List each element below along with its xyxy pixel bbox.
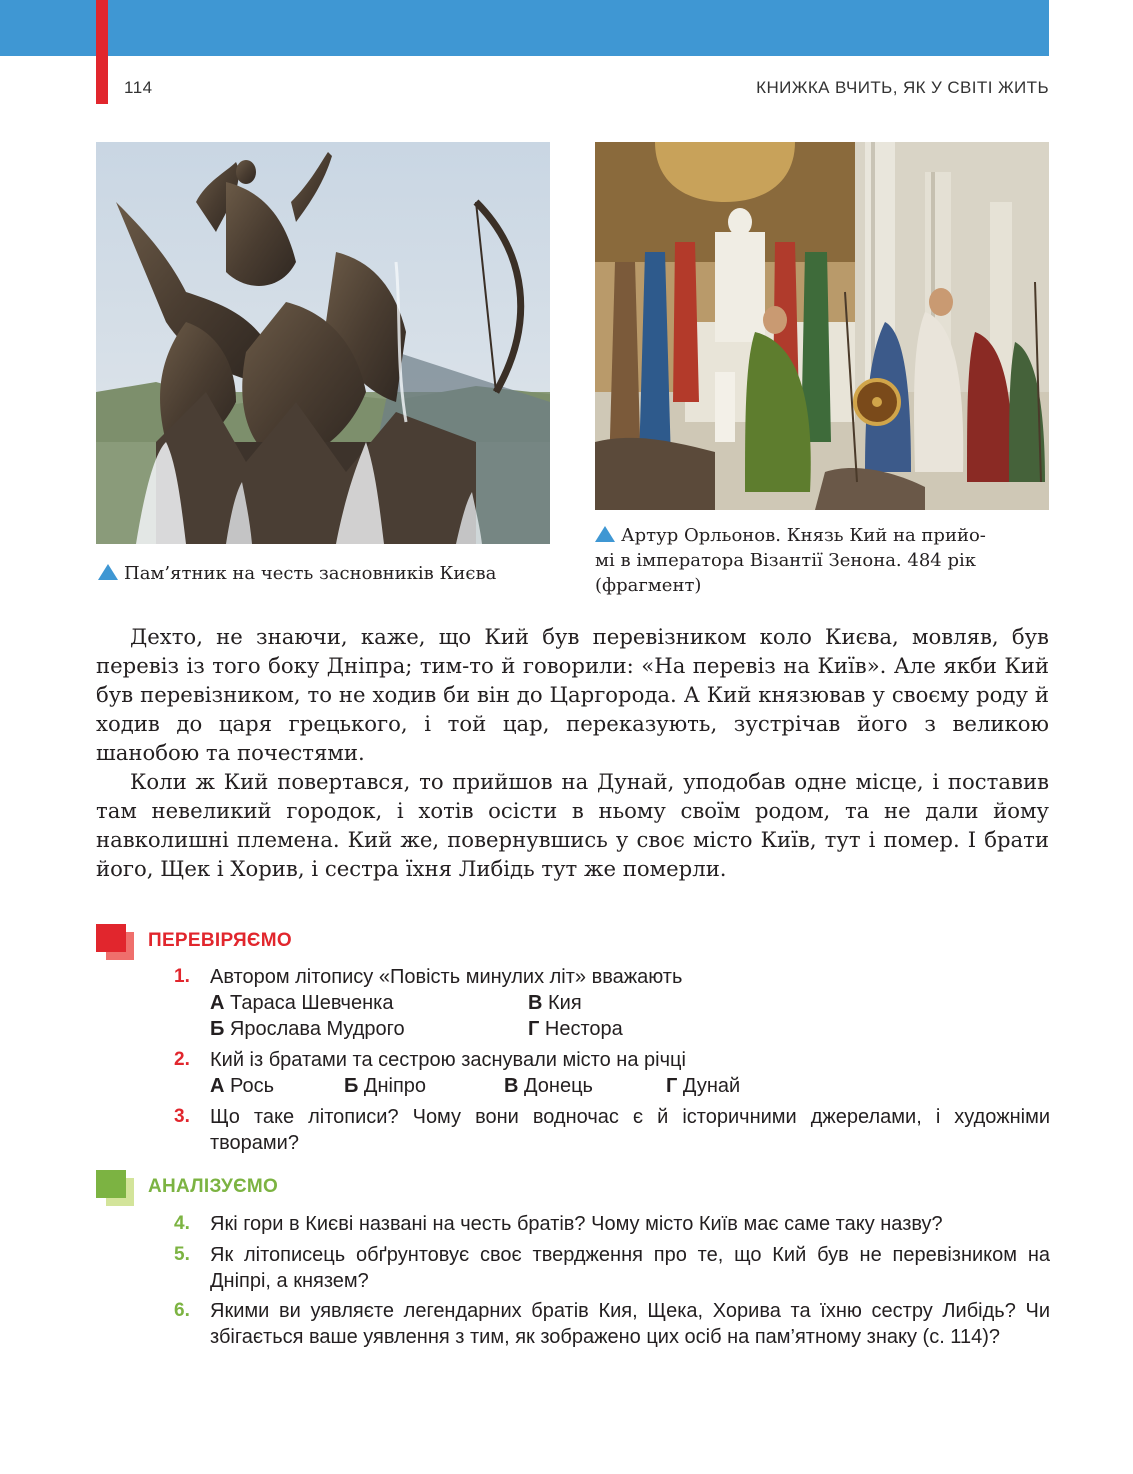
question-text: Які гори в Києві названі на честь братів? Чому місто Київ має саме таку назву? xyxy=(210,1213,943,1235)
painting-caption-line: (фрагмент) xyxy=(595,575,702,596)
question-number: 5. xyxy=(174,1244,190,1265)
paragraph: Коли ж Кий повертався, то прийшов на Дунай, уподобав одне місце, і поставив там невеликий городок, і хотів осісти в ньому своїм родом, та не дали йому навколишні племена. Кий же, повернувшись у своє місто Київ, тут і помер. І брати його, Щек і Хорив, і сестра їхня Либідь тут же померли. xyxy=(96,769,1049,881)
option-v: В Донець xyxy=(504,1075,593,1097)
header-accent-bar xyxy=(96,0,108,104)
answer-options xyxy=(210,1073,1050,1099)
question-6 xyxy=(174,1298,1050,1350)
monument-illustration xyxy=(96,142,550,544)
running-title: КНИЖКА ВЧИТЬ, ЯК У СВІТІ ЖИТЬ xyxy=(756,78,1049,97)
question-number: 4. xyxy=(174,1213,190,1234)
question-text: Що таке літописи? Чому вони водночас є й історичними джерелами, і художніми творами? xyxy=(210,1106,1050,1154)
painting-photo xyxy=(595,142,1049,510)
option-a: А Рось xyxy=(210,1075,275,1097)
question-number: 1. xyxy=(174,966,190,987)
monument-caption-text: Пам’ятник на честь засновників Києва xyxy=(124,563,497,584)
square-icon xyxy=(96,924,126,952)
triangle-icon xyxy=(98,564,118,580)
option-g: Г Дунай xyxy=(666,1075,741,1097)
painting-caption-line: мі в імператора Візантії Зенона. 484 рік xyxy=(595,550,976,571)
question-4 xyxy=(174,1211,1050,1237)
option-b: Б Ярослава Мудрого xyxy=(210,1018,405,1040)
option-g: Г Нестора xyxy=(528,1018,623,1040)
question-3 xyxy=(174,1104,1050,1156)
triangle-icon xyxy=(595,526,615,542)
painting-caption xyxy=(595,523,1049,598)
painting-caption-line: Артур Орльонов. Князь Кий на прийо- xyxy=(595,523,1049,548)
answer-options xyxy=(210,990,1050,1016)
option-a: А Тараса Шевченка xyxy=(210,992,394,1014)
square-icon xyxy=(96,1170,126,1198)
paragraph: Дехто, не знаючи, каже, що Кий був перевізником коло Києва, мовляв, був перевіз із того боку Дніпра; тим-то й говорили: «На перевіз на Київ». Але якби Кий був перевізником, то не ходив би він до Царгорода. А Кий князював у своєму роду й ходив до царя грецького, і той цар, переказують, зустрічав його з великою шанобою та почестями. xyxy=(96,624,1049,765)
option-v: В Кия xyxy=(528,992,582,1014)
answer-options xyxy=(210,1016,1050,1042)
question-text: Якими ви уявляєте легендарних братів Кия, Щека, Хорива та їхню сестру Либідь? Чи збігається ваше уявлення з тим, як зображено цих осіб на пам’ятному знаку (с. 114)? xyxy=(210,1300,1050,1348)
question-text: Як літописець обґрунтовує своє твердження про те, що Кий був не перевізником на Дніпрі, а князем? xyxy=(210,1244,1050,1292)
section-analyze-heading xyxy=(96,1170,496,1210)
painting-illustration xyxy=(595,142,1049,510)
question-number: 3. xyxy=(174,1106,190,1127)
question-5 xyxy=(174,1242,1050,1294)
page-number: 114 xyxy=(124,78,153,97)
monument-caption xyxy=(98,561,558,586)
header-band xyxy=(0,0,1049,56)
question-text: Автором літопису «Повість минулих літ» вважають xyxy=(210,966,683,988)
section-check-heading xyxy=(96,924,496,964)
monument-photo xyxy=(96,142,550,544)
chronicle-text xyxy=(96,622,1049,883)
question-number: 2. xyxy=(174,1049,190,1070)
question-text: Кий із братами та сестрою заснували місто на річці xyxy=(210,1049,686,1071)
section-title: ПЕРЕВІРЯЄМО xyxy=(148,930,292,951)
question-2 xyxy=(174,1047,1050,1099)
option-b: Б Дніпро xyxy=(344,1075,427,1097)
section-title: АНАЛІЗУЄМО xyxy=(148,1176,279,1197)
question-number: 6. xyxy=(174,1300,190,1321)
question-1 xyxy=(174,964,1050,1042)
